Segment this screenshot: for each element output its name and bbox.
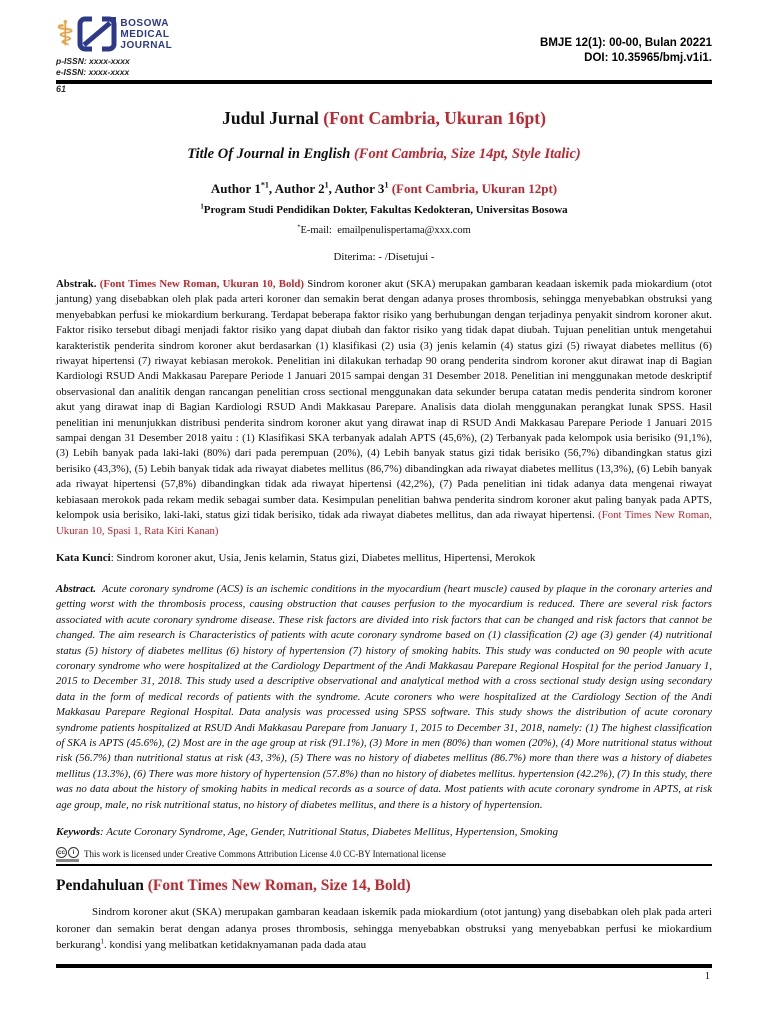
abstract-en-label: Abstract. (56, 582, 96, 595)
masthead (56, 14, 712, 77)
keywords-list: : Acute Coronary Syndrome, Age, Gender, Nutritional Status, Diabetes Mellitus, Hypertension, Smoking (100, 826, 558, 838)
abstract-id-label: Abstrak. (56, 278, 97, 290)
license-text: This work is licensed under Creative Commons Attribution License 4.0 CC-BY International license (84, 849, 446, 859)
abstract-en-body: Acute coronary syndrome (ACS) is an ischemic conditions in the myocardium (heart muscle) caused by plaque in the coronary arteries and getting worst with the thrombosis process, causing obstruction that causes perfusion to the myocardium is reduced. There are several risk factors associated with acute coronary syndrome disease. These risk factors are divided into risk factors that can be changed and risk factors that cannot be changed. The aim research is Characteristics of patients with acute coronary syndrome based on (1) classification (2) age (3) gender (4) nutritional status (5) history of diabetes mellitus (6) history of hypertension (7) history of smoking habits. This study was conducted on 90 people with acute coronary syndrome who were hospitalized at the Cardiology Department of the Andi Makkasau Parepare Regional Hospital for the period January 1, 2015 to December 31, 2018. This study used a descriptive observational and analytical method with a cross sectional study design using secondary data in the form of medical records of patients with the syndrome. Acute coroners who were hospitalized at the Cardiology Section of the Andi Makkasau Parepare Regional Hospital. Data analysis was processed using SPSS software. This study shows the distribution of acute coronary syndrome patients hospitalized at RSUD Andi Makkasau Parepare from January 1, 2015 to December 31, 2018, namely: (1) The highest classification of SKA is APTS (45.6%), (2) Most are in the age group at risk (91.1%), (3) More in men (80%) than women (20%), (4) More nutritional status without risk (56.7%) than nutritional status at risk (43, 3%), (5) There was no history of diabetes mellitus (86.7%) more than there was a history of diabetes mellitus (13.3%), (6) There was more history of hypertension (57.8%) than no history of diabetes mellitus. hypertension (42.2%), (7) In this study, there was no data about the history of smoking habits in medical records as a source of data. Most patients with acute coronary syndrome in APTS, at risk age group, male, no risk nutritional status, no history of diabetes mellitus, and there is a history of hypertension. (56, 582, 712, 811)
introduction-body-1: Sindrom koroner akut (SKA) merupakan gambaran keadaan iskemik pada miokardium (otot jantung) yang disebabkan oleh plak pada arteri koroner dan semakin berat dengan adanya proses thrombosis, sehingga menyebabkan obstruksi yang menyebabkan perfusi ke miokardium berkurang (56, 906, 712, 951)
article-title-text: Judul Jurnal (222, 108, 319, 128)
abstract-id-closing-note: (Font Times New Roman, Ukuran 10, Spasi 1, Rata Kiri Kanan) (56, 509, 713, 537)
email-label: E-mail: (300, 225, 332, 236)
authors-format-note: (Font Cambria, Ukuran 12pt) (391, 181, 558, 196)
article-title-english (56, 145, 712, 164)
e-issn: e-ISSN: xxxx-xxxx (56, 66, 130, 77)
introduction-heading (56, 876, 712, 896)
citation-1: 1 (100, 938, 104, 946)
keywords-line (56, 825, 712, 839)
article-title-format-note: (Font Cambria, Ukuran 16pt) (323, 108, 546, 128)
abstract-id-paragraph (56, 277, 712, 539)
doi-line: DOI: 10.35965/bmj.v1i1. (584, 52, 712, 64)
introduction-heading-text: Pendahuluan (56, 877, 144, 894)
license-line (56, 847, 712, 862)
author-2: Author $2^1$ (274, 180, 329, 196)
article-title-english-format-note: (Font Cambria, Size 14pt, Style Italic) (353, 146, 581, 162)
introduction-heading-format-note: (Font Times New Roman, Size 14, Bold) (147, 877, 411, 894)
journal-logo (56, 14, 172, 54)
logo-mark-icon (76, 14, 118, 54)
logo-line-1: BOSOWA (120, 17, 169, 29)
header-page-ref: 61 (56, 84, 67, 94)
cc-by-license-icon: cc i (56, 847, 79, 862)
p-issn: p-ISSN: xxxx-xxxx (56, 56, 130, 66)
caduceus-icon: ⚕ (56, 14, 75, 54)
masthead-left (56, 14, 172, 77)
kata-kunci-line (56, 551, 712, 565)
section-divider-rule (56, 864, 712, 866)
footer-rule (56, 964, 712, 968)
issue-info: BMJE 12(1): 00-00, Bulan 20221 (540, 37, 712, 49)
journal-logo-text (120, 18, 172, 51)
affiliation: $^1$Program Studi Pendidikan Dokter, Fakultas Kedokteran, Universitas Bosowa (200, 203, 568, 216)
introduction-body-2: . kondisi yang melibatkan ketidaknyamanan pada dada atau (104, 939, 367, 951)
masthead-right (540, 14, 712, 66)
author-1: Author 1$^{*1}$ (210, 180, 269, 196)
kata-kunci-list: : Sindrom koroner akut, Usia, Jenis kelamin, Status gizi, Diabetes mellitus, Hipertensi, Merokok (110, 551, 536, 564)
email-line: *E-mail: emailpenulispertama@xxx.com (297, 223, 471, 236)
abstract-en-paragraph (56, 582, 712, 813)
logo-line-3: JOURNAL (120, 39, 173, 51)
author-3: Author $3^1$ (334, 180, 389, 196)
abstract-id-format-note: (Font Times New Roman, Ukuran 10, Bold) (99, 278, 304, 290)
received-accepted-line: Diterima: - /Disetujui - (333, 251, 435, 263)
article-title-english-text: Title Of Journal in English (187, 146, 351, 162)
kata-kunci-label: Kata Kunci (56, 551, 111, 564)
email-address: emailpenulispertama@xxx.com (337, 225, 471, 236)
abstract-id-body: Sindrom koroner akut (SKA) merupakan gambaran keadaan iskemik pada miokardium (otot jantung) yang disebabkan oleh plak pada arteri koroner dan semakin berat dengan adanya proses thrombosis, sehingga menyebabkan obstruksi yang menyebabkan perfusi ke miokardium berkurang. Terdapat beberapa faktor risiko yang berhubungan dengan terjadinya penyakit sindrom koroner akut. Faktor risiko tersebut dibagi menjadi faktor risiko yang dapat diubah dan faktor risiko yang tidak dapat diubah. Tujuan penelitian untuk mengetahui karakteristik penderita sindrom koroner akut berdasarkan (1) klasifikasi (2) usia (3) jenis kelamin (4) status gizi (5) riwayat diabetes mellitus (6) riwayat hipertensi (7) riwayat kebiasan merokok. Penelitian ini dilakukan terhadap 90 orang penderita sindrom koroner akut dirawat inap di Bagian Kardiologi RSUD Andi Makkasau Parepare Periode 1 Januari 2015 sampai dengan 31 Desember 2018. Penelitian ini menggunakan metode deskriptif observasional dan analitik dengan rancangan penelitian cross sectional menggunakan data sekunder berupa catatan medis penderita sindrom koroner akut yang dirawat inap di Bagian Kardiologi RSUD Andi Makkasau Parepare. Analisis data diolah menggunakan perangkat lunak SPSS. Hasil penelitian ini menunjukkan distribusi penderita sindrom koroner akut yang dirawat inap di RSUD Andi Makkasau Parepare Periode 1 Januari 2015 sampai dengan 31 Desember 2018 yaitu : (1) Klasifikasi SKA terbanyak adalah APTS (45,6%), (2) Terbanyak pada kelompok usia berisiko (91,1%), (3) Lebih banyak pada laki-laki (80%) dari pada perempuan (20%), (4) Lebih banyak status gizi tidak berisiko (56,7%) dibandingkan status gizi berisiko (43,3%), (5) Lebih banyak tidak ada riwayat diabetes mellitus (86,7%) dibandingkan ada riwayat diabetes mellitus (13,3%), (6) Lebih banyak ada riwayat hipertensi (57,8%) dibandingkan tidak ada riwayat hipertensi (42,2%), (7) Pada penelitian ini tidak adanya data mengenai riwayat kebiasaan merokok pada rekam medik sebagai sumber data. Kesimpulan penelitian bahwa penderita sindrom koroner akut paling banyak pada APTS, kelompok usia berisiko, laki-laki, status gizi tidak berisiko, tidak ada riwayat diabetes mellitus, dan ada riwayat hipertensi. (56, 278, 712, 522)
introduction-paragraph (56, 904, 712, 954)
article-title (56, 107, 712, 129)
authors-line: Author 1$^{*1}$, Author $2^1$, Author $3^1$ (Font Cambria, Ukuran 12pt) (210, 180, 558, 196)
page-number: 1 (704, 971, 710, 982)
keywords-label: Keywords (56, 826, 100, 838)
logo-line-2: MEDICAL (120, 28, 170, 40)
issn-block (56, 56, 172, 77)
